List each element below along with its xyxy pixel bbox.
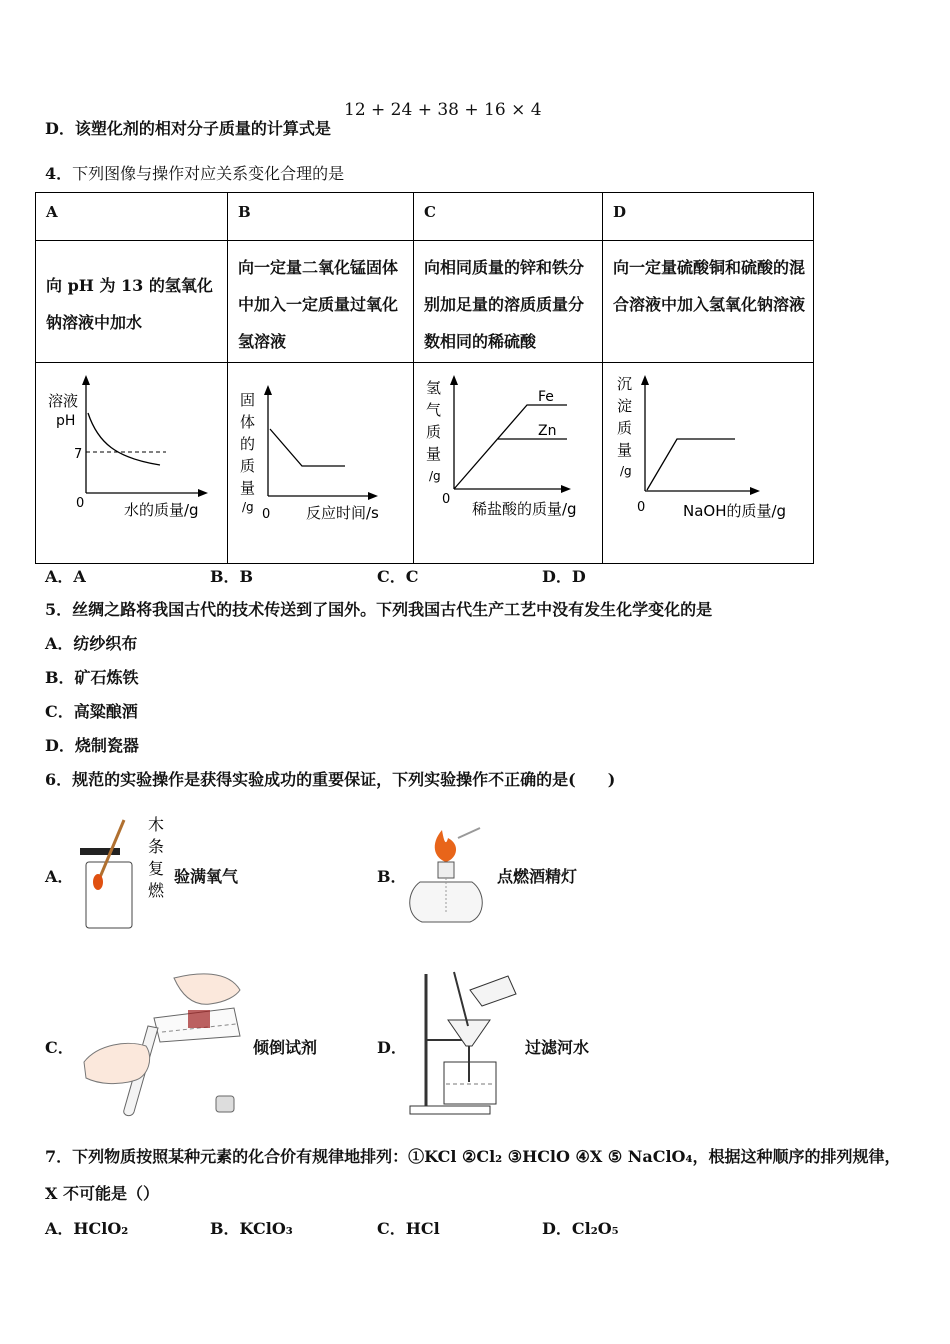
graph-c-yunit: /g	[429, 469, 441, 483]
graph-d-yunit: /g	[620, 464, 632, 478]
q6-option-d-label[interactable]: D．	[377, 1038, 407, 1057]
graph-c-y-arrow	[450, 375, 458, 385]
graph-b-origin: 0	[262, 507, 271, 522]
graph-d-line	[647, 439, 735, 490]
lower-hand	[84, 1043, 150, 1083]
graph-d-x-arrow	[750, 487, 760, 495]
splint-flame	[93, 874, 103, 890]
col-header-b	[228, 193, 414, 241]
graph-b-y-arrow	[264, 385, 272, 395]
filtration-illustration	[404, 966, 520, 1118]
graph-d-y-arrow	[641, 375, 649, 385]
q5-option-d[interactable]: D．烧制瓷器	[45, 736, 139, 755]
graph-a-curve	[88, 413, 160, 465]
q5-option-a[interactable]: A．纺纱织布	[45, 634, 138, 653]
graph-b-ylabel-3: 质	[240, 457, 256, 475]
graph-d-ylabel-2: 质	[617, 419, 633, 437]
graph-a-x-arrow	[198, 489, 208, 497]
match-stick	[458, 828, 480, 838]
graph-b-ylabel-2: 的	[240, 435, 256, 453]
graph-b-ylabel-4: 量	[240, 479, 256, 497]
graph-d-xlabel: NaOH的质量/g	[683, 502, 787, 520]
graph-c-ylabel-3: 量	[426, 445, 442, 463]
upper-hand	[174, 974, 240, 1004]
graph-b-xlabel: 反应时间/s	[306, 504, 379, 522]
graph-a-origin: 0	[76, 496, 85, 511]
desc-b-text: 向一定量二氧化锰固体中加入一定质量过氧化氢溶液	[238, 258, 399, 351]
col-header-a-text: A	[46, 203, 58, 221]
q3-option-d	[45, 116, 331, 139]
graph-d-ylabel-3: 量	[617, 441, 633, 459]
molar-mass-formula: 12 + 24 + 38 + 16 × 4	[344, 100, 542, 120]
col-header-d	[603, 193, 814, 241]
mark-char-0: 木	[148, 815, 165, 834]
graph-c-x-arrow	[561, 485, 571, 493]
q7-stem-line1: 7．下列物质按照某种元素的化合价有规律地排列：①KCl ②Cl₂ ③HClO ④X ⑤ NaClO₄，根据这种顺序的排列规律，	[45, 1147, 901, 1166]
lamp-flame	[435, 830, 456, 862]
graph-a-seven: 7	[74, 447, 83, 462]
stand-base	[410, 1106, 490, 1114]
glass-rod	[454, 972, 468, 1026]
graph-b-svg	[228, 363, 413, 559]
graph-c-ylabel-1: 气	[426, 401, 442, 419]
q5-stem: 5．丝绸之路将我国古代的技术传送到了国外。下列我国古代生产工艺中没有发生化学变化的是	[45, 600, 713, 619]
desc-d-text: 向一定量硫酸铜和硫酸的混合溶液中加入氢氧化钠溶液	[613, 258, 806, 314]
desc-d	[603, 241, 814, 363]
q3-option-d-label: D．	[45, 119, 75, 138]
bottle-label	[188, 1010, 210, 1028]
col-header-c	[414, 193, 603, 241]
q6-option-d-caption: 过滤河水	[525, 1038, 590, 1057]
graph-a-ylabel1: 溶液	[48, 392, 79, 410]
graph-d-ylabel-0: 沉	[617, 375, 633, 393]
graph-d-ylabel-1: 淀	[617, 397, 633, 415]
desc-c	[414, 241, 603, 363]
q7-option-d[interactable]: D．Cl₂O₅	[542, 1219, 619, 1238]
q6-option-b-caption: 点燃酒精灯	[497, 867, 578, 886]
q7-option-a[interactable]: A．HClO₂	[45, 1219, 129, 1238]
graph-c-ylabel-0: 氢	[426, 379, 442, 397]
desc-a	[36, 241, 228, 363]
q6-option-a-caption: 验满氧气	[174, 867, 239, 886]
graph-b-ylabel-1: 体	[240, 413, 256, 431]
col-header-d-text: D	[613, 203, 627, 221]
q7-stem-line2: X 不可能是（）	[45, 1184, 159, 1203]
q7-option-c[interactable]: C．HCl	[377, 1219, 440, 1238]
q5-option-c[interactable]: C．高粱酿酒	[45, 702, 138, 721]
graph-c-xlabel: 稀盐酸的质量/g	[472, 500, 577, 518]
q4-stem	[45, 161, 344, 184]
graph-c	[414, 363, 603, 564]
alcohol-lamp-illustration	[400, 822, 492, 926]
q4-option-d[interactable]: D．D	[542, 567, 586, 586]
graph-a	[36, 363, 228, 564]
graph-b-line	[270, 429, 345, 466]
graph-d	[603, 363, 814, 564]
graph-a-ylabel2: pH	[56, 413, 76, 429]
q4-option-a[interactable]: A．A	[45, 567, 86, 586]
q7-option-b[interactable]: B．KClO₃	[210, 1219, 293, 1238]
q3-option-d-text: 该塑化剂的相对分子质量的计算式是	[74, 119, 331, 138]
graph-b	[228, 363, 414, 564]
lamp-wick-holder	[438, 862, 454, 878]
q6-option-c-label[interactable]: C．	[45, 1038, 74, 1057]
graph-c-zn-label: Zn	[538, 423, 557, 439]
q4-stem-text: 下列图像与操作对应关系变化合理的是	[72, 164, 345, 183]
q6-option-b-label[interactable]: B．	[377, 867, 407, 886]
q6-stem: 6．规范的实验操作是获得实验成功的重要保证，下列实验操作不正确的是( )	[45, 770, 616, 789]
funnel	[448, 1020, 490, 1046]
pouring-beaker	[470, 976, 516, 1006]
graph-c-ylabel-2: 质	[426, 423, 442, 441]
q4-option-b[interactable]: B．B	[210, 567, 254, 586]
desc-a-text: 向 pH 为 13 的氢氧化钠溶液中加水	[46, 276, 213, 332]
bottle-stopper	[216, 1096, 234, 1112]
desc-b	[228, 241, 414, 363]
col-header-b-text: B	[238, 203, 251, 221]
mark-char-1: 条	[148, 837, 165, 856]
desc-c-text: 向相同质量的锌和铁分别加足量的溶质质量分数相同的稀硫酸	[424, 258, 585, 351]
q4-option-c[interactable]: C．C	[377, 567, 419, 586]
bottle-body	[86, 862, 132, 928]
graph-d-origin: 0	[637, 500, 646, 515]
q6-option-c-caption: 倾倒试剂	[253, 1038, 318, 1057]
graph-c-origin: 0	[442, 492, 451, 507]
graph-c-fe-label: Fe	[538, 389, 554, 405]
graph-a-xlabel: 水的质量/g	[124, 501, 199, 519]
col-header-c-text: C	[424, 203, 436, 221]
q4-number: 4．	[45, 164, 73, 183]
mark-char-2: 复	[148, 859, 165, 878]
graph-b-ylabel-0: 固	[240, 391, 256, 409]
q6-option-a-label[interactable]: A．	[45, 867, 74, 886]
graph-b-yunit: /g	[242, 500, 254, 514]
graph-c-svg	[414, 363, 602, 559]
graph-a-svg	[36, 363, 227, 559]
mark-char-3: 燃	[148, 881, 165, 900]
graph-b-x-arrow	[368, 492, 378, 500]
graph-d-svg	[603, 363, 813, 559]
col-header-a	[36, 193, 228, 241]
graph-a-y-arrow	[82, 375, 90, 385]
oxygen-test-illustration	[74, 812, 174, 932]
glass-plate	[80, 848, 120, 855]
pouring-illustration	[78, 966, 246, 1118]
q5-option-b[interactable]: B．矿石炼铁	[45, 668, 139, 687]
graph-c-fe-line	[454, 405, 567, 489]
q4-table	[35, 192, 814, 564]
